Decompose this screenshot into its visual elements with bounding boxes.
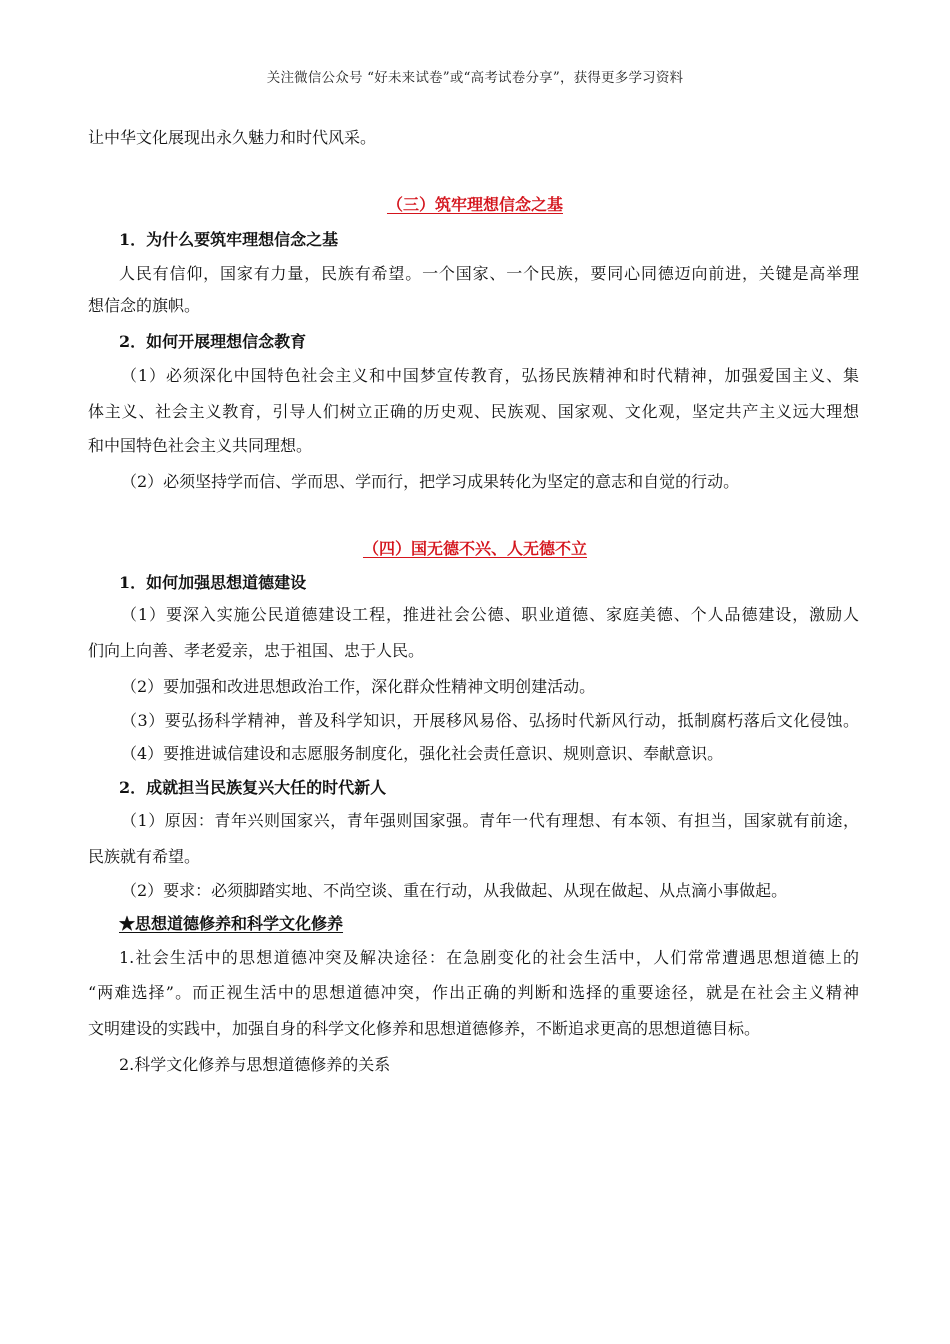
- paragraph-line: （3）要弘扬科学精神，普及科学知识，开展移风易俗、弘扬时代新风行动，抵制腐朽落后文化侵蚀。: [121, 711, 859, 730]
- paragraph-line: 们向上向善、孝老爱亲，忠于祖国、忠于人民。: [88, 641, 425, 660]
- paragraph-line: “两难选择”。而正视生活中的思想道德冲突，作出正确的判断和选择的重要途径，就是在社会主义精神: [88, 983, 859, 1002]
- subheading: 2．成就担当民族复兴大任的时代新人: [119, 778, 387, 797]
- paragraph-line: 人民有信仰，国家有力量，民族有希望。一个国家、一个民族，要同心同德迈向前进，关键是高举理: [119, 264, 859, 283]
- paragraph-line: 民族就有希望。: [88, 847, 201, 866]
- subheading: 1．为什么要筑牢理想信念之基: [119, 230, 339, 249]
- paragraph-line: （2）要求：必须脚踏实地、不尚空谈、重在行动，从我做起、从现在做起、从点滴小事做起。: [121, 881, 788, 900]
- paragraph-line: 体主义、社会主义教育，引导人们树立正确的历史观、民族观、国家观、文化观，坚定共产主义远大理想: [88, 402, 859, 421]
- section-title-3: （三）筑牢理想信念之基: [386, 195, 563, 214]
- paragraph-line: 和中国特色社会主义共同理想。: [88, 436, 313, 455]
- paragraph-line: 让中华文化展现出永久魅力和时代风采。: [88, 128, 377, 147]
- subheading: 1．如何加强思想道德建设: [119, 573, 307, 592]
- paragraph-line: （2）必须坚持学而信、学而思、学而行，把学习成果转化为坚定的意志和自觉的行动。: [121, 472, 740, 491]
- subheading: 2．如何开展理想信念教育: [119, 332, 307, 351]
- paragraph-line: （1）要深入实施公民道德建设工程，推进社会公德、职业道德、家庭美德、个人品德建设，激励人: [121, 605, 859, 624]
- paragraph-line: （1）原因：青年兴则国家兴，青年强则国家强。青年一代有理想、有本领、有担当，国家就有前途，: [121, 811, 859, 830]
- paragraph-line: 文明建设的实践中，加强自身的科学文化修养和思想道德修养，不断追求更高的思想道德目标。: [88, 1019, 761, 1038]
- star-section-title: ★思想道德修养和科学文化修养: [119, 914, 344, 933]
- section-title-4: （四）国无德不兴、人无德不立: [362, 539, 587, 558]
- paragraph-line: 2.科学文化修养与思想道德修养的关系: [119, 1055, 391, 1074]
- paragraph-line: （1）必须深化中国特色社会主义和中国梦宣传教育，弘扬民族精神和时代精神，加强爱国主义、集: [121, 366, 859, 385]
- paragraph-line: 想信念的旗帜。: [88, 296, 201, 315]
- paragraph-line: （4）要推进诚信建设和志愿服务制度化，强化社会责任意识、规则意识、奉献意识。: [121, 744, 724, 763]
- paragraph-line: （2）要加强和改进思想政治工作，深化群众性精神文明创建活动。: [121, 677, 596, 696]
- paragraph-line: 1.社会生活中的思想道德冲突及解决途径：在急剧变化的社会生活中，人们常常遭遇思想道德上的: [119, 948, 859, 967]
- header-note: 关注微信公众号 “好未来试卷”或“高考试卷分享”，获得更多学习资料: [266, 70, 684, 86]
